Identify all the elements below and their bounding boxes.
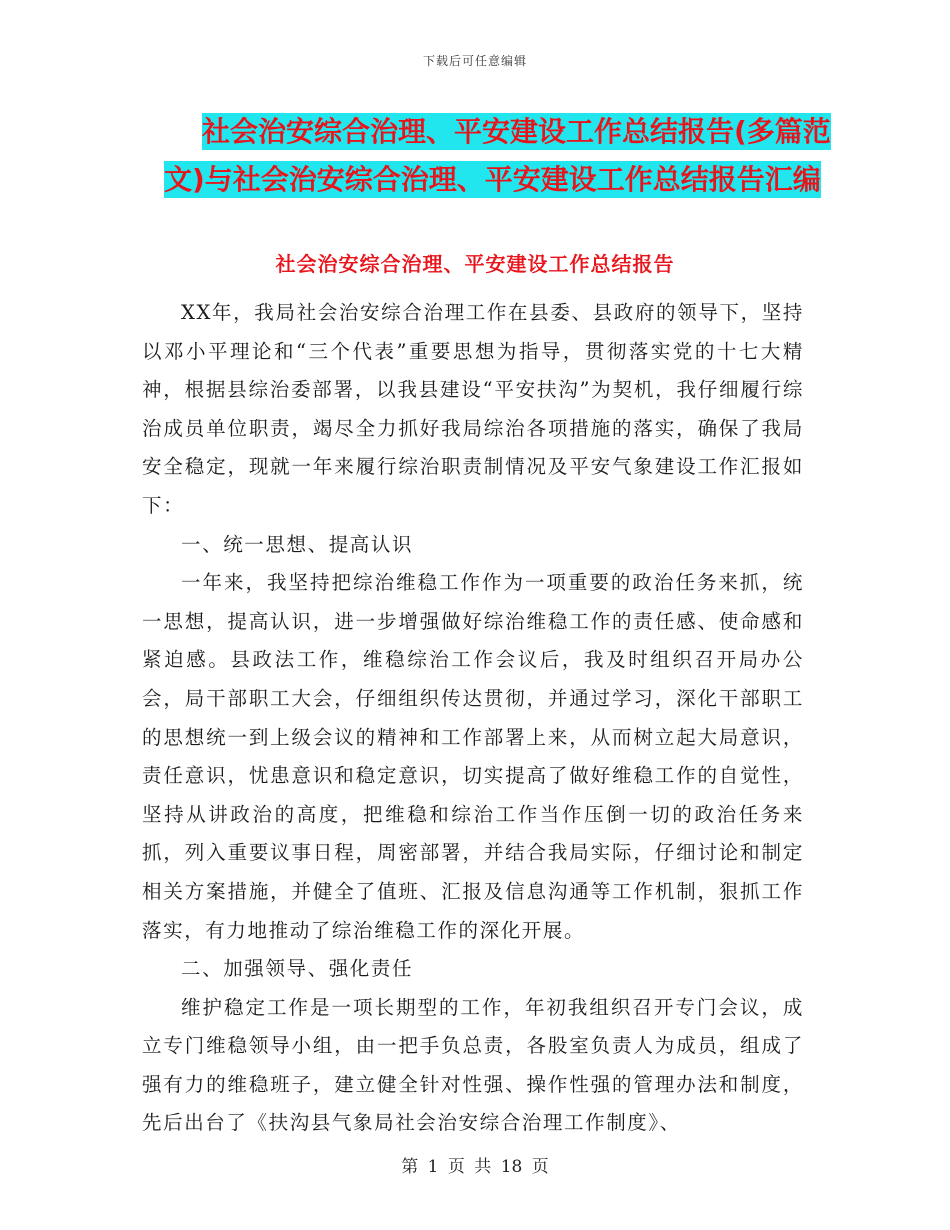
document-main-title — [140, 108, 840, 204]
section-heading-1: 一、统一思想、提高认识 — [181, 532, 414, 556]
document-subtitle: 社会治安综合治理、平安建设工作总结报告 — [275, 252, 675, 276]
document-body — [142, 294, 804, 1143]
main-title-line-1 — [140, 108, 840, 156]
page-header-note: 下载后可任意编辑 — [422, 54, 527, 68]
body-paragraph-section-1: 一年来，我坚持把综治维稳工作作为一项重要的政治任务来抓，统一思想，提高认识，进一步增强做好综治维稳工作的责任感、使命感和紧迫感。县政法工作，维稳综治工作会议后，我及时组织召开局办公会，局干部职工大会，仔细组织传达贯彻，并通过学习，深化干部职工的思想统一到上级会议的精神和工作部署上来，从而树立起大局意识，责任意识，忧患意识和稳定意识，切实提高了做好维稳工作的自觉性，坚持从讲政治的高度，把维稳和综治工作当作压倒一切的政治任务来抓，列入重要议事日程，周密部署，并结合我局实际，仔细讨论和制定相关方案措施，并健全了值班、汇报及信息沟通等工作机制，狠抓工作落实，有力地推动了综治维稳工作的深化开展。 — [142, 571, 804, 942]
section-heading-2: 二、加强领导、强化责任 — [181, 957, 414, 981]
body-paragraph-intro: XX年，我局社会治安综合治理工作在县委、县政府的领导下，坚持以邓小平理论和“三个代表”重要思想为指导，贯彻落实党的十七大精神，根据县综治委部署，以我县建设“平安扶沟”为契机，我仔细履行综治成员单位职责，竭尽全力抓好我局综治各项措施的落实，确保了我局安全稳定，现就一年来履行综治职责制情况及平安气象建设工作汇报如下： — [142, 301, 804, 517]
page-footer-page-number: 第 1 页 共 18 页 — [401, 1157, 549, 1177]
main-title-line-1-text: 社会治安综合治理、平安建设工作总结报告(多篇范 — [202, 115, 831, 148]
main-title-line-2-text: 文)与社会治安综合治理、平安建设工作总结报告汇编 — [164, 163, 821, 196]
main-title-line-2 — [140, 156, 840, 204]
body-paragraph-section-2: 维护稳定工作是一项长期型的工作，年初我组织召开专门会议，成立专门维稳领导小组，由一把手负总责，各股室负责人为成员，组成了强有力的维稳班子，建立健全针对性强、操作性强的管理办法和制度，先后出台了《扶沟县气象局社会治安综合治理工作制度》、 — [142, 995, 804, 1135]
